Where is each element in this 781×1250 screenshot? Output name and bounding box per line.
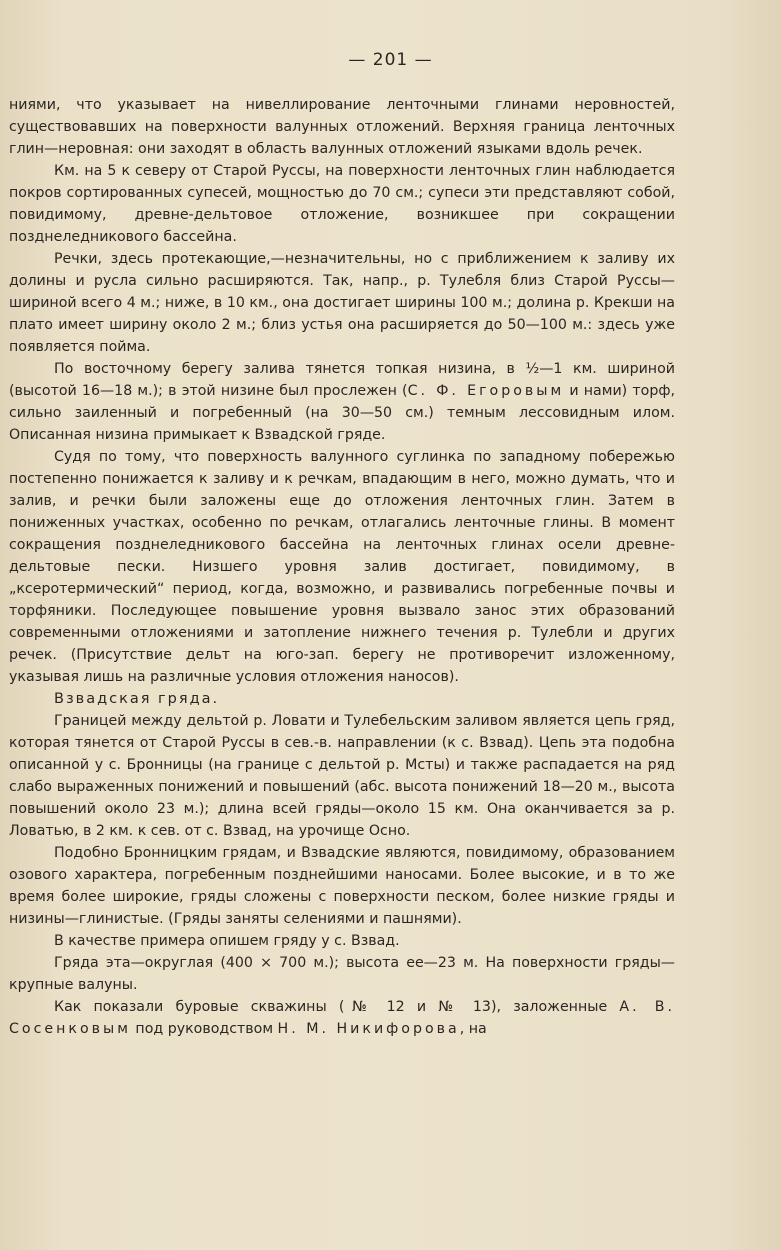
paragraph: Км. на 5 к северу от Старой Руссы, на поверхности ленточных глин наблюдается покров сортированных супесей, мощностью до 70 см.; супеси эти представляют собой, повидимому, древне-дельтовое отложение, возникшее при сокращении позднеледникового бассейна.	[9, 163, 675, 245]
text-run: По восточному берегу залива тянется топкая низина, в ½—1 км. шириной (высотой 16—18 м.); в этой низине был прослежен (	[9, 361, 675, 399]
paragraph: Границей между дельтой р. Ловати и Тулебельским заливом является цепь гряд, которая тянется от Старой Руссы в сев.-в. направлении (к с. Взвад). Цепь эта подобна описанной у с. Бронницы (на границе с дельтой р. Мсты) и также распадается на ряд слабо выраженных понижений и повышений (абс. высота понижений 18—20 м., высота повышений около 23 м.); длина всей гряды—около 15 км. Она оканчивается за р. Ловатью, в 2 км. к сев. от с. Взвад, на урочище Осно.	[9, 713, 675, 839]
body-text	[9, 94, 675, 1040]
paragraph: Речки, здесь протекающие,—незначительны, но с приближением к заливу их долины и русла сильно расширяются. Так, напр., р. Тулебля близ Старой Руссы—шириной всего 4 м.; ниже, в 10 км., она достигает ширины 100 м.; долина р. Крекши на плато имеет ширину около 2 м.; близ устья она расширяется до 50—100 м.: здесь уже появляется пойма.	[9, 251, 675, 355]
text-run: Как показали буровые скважины (№ 12 и № 13), заложенные	[54, 999, 620, 1015]
text-run: , на	[459, 1021, 487, 1037]
author-name: С. Ф. Егоровым	[407, 383, 565, 399]
paragraph: ниями, что указывает на нивеллирование ленточными глинами неровностей, существовавших на поверхности валунных отложений. Верхняя граница ленточных глин—неровная: они заходят в область валунных отложений языками вдоль речек.	[9, 97, 675, 157]
text-run: и нами) торф, сильно заиленный и погребенный (на 30—50 см.) темным лессовидным илом. Описанная низина примыкает к Взвадской гряде.	[9, 383, 675, 443]
author-name: А. В. Сосенковым	[9, 999, 676, 1037]
paragraph	[9, 996, 675, 1040]
text-run: под руководством	[130, 1021, 278, 1037]
author-name: Н. М. Никифорова	[277, 1021, 460, 1037]
paragraph: Судя по тому, что поверхность валунного суглинка по западному побережью постепенно понижается к заливу и к речкам, впадающим в него, можно думать, что и залив, и речки были заложены еще до отложения ленточных глин. Затем в пониженных участках, особенно по речкам, отлагались ленточные глины. В момент сокращения позднеледникового бассейна на ленточных глинах осели древне-дельтовые пески. Низшего уровня залив достигает, повидимому, в „ксеротермический“ период, когда, возможно, и развивались погребенные почвы и торфяники. Последующее повышение уровня вызвало занос этих образований современными отложениями и затопление нижнего течения р. Тулебли и других речек. (Присутствие дельт на юго-зап. берегу не противоречит изложенному, указывая лишь на различные условия отложения наносов).	[9, 449, 675, 685]
paragraph: Гряда эта—округлая (400 × 700 м.); высота ее—23 м. На поверхности гряды—крупные валуны.	[9, 955, 675, 993]
paragraph: В качестве примера опишем гряду у с. Взвад.	[54, 933, 400, 949]
paragraph	[9, 358, 675, 446]
page-number: — 201 —	[348, 50, 433, 70]
section-heading: Взвадская гряда.	[54, 691, 220, 707]
paragraph: Подобно Бронницким грядам, и Взвадские являются, повидимому, образованием озового характера, погребенным позднейшими наносами. Более высокие, и в то же время более широкие, гряды сложены с поверхности песком, более низкие гряды и низины—глинистые. (Гряды заняты селениями и пашнями).	[9, 845, 675, 927]
